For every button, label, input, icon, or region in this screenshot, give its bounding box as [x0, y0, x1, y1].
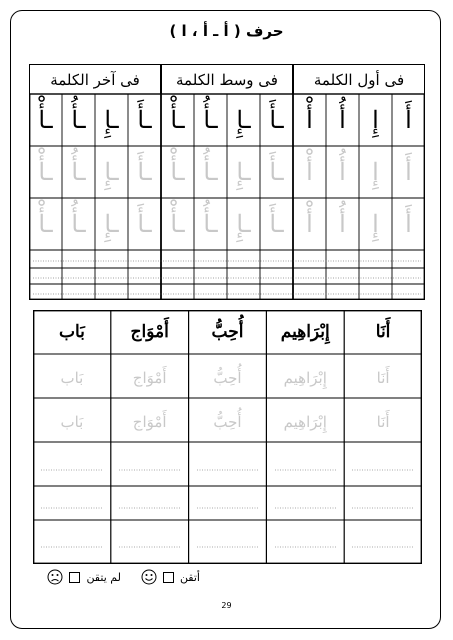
header-end: فى آخر الكلمة [29, 64, 161, 94]
happy-face-icon [141, 569, 157, 585]
rating-not-good-label: لم يتقن [86, 570, 121, 584]
sad-face-icon [47, 569, 63, 585]
letter-trace: ـأْ [38, 158, 53, 186]
letter-trace: ـأَ [137, 158, 152, 186]
letter-trace: ـأَ [269, 158, 284, 186]
word-trace: أَنَا [376, 413, 390, 431]
letter-model: أْ [306, 106, 313, 134]
word-model: أَمْوَاج [130, 322, 169, 342]
word-trace: أَمْوَاج [132, 413, 167, 431]
word-trace: بَاب [60, 413, 84, 431]
letter-model: ـإِ [236, 106, 251, 134]
letter-trace: أْ [306, 158, 313, 186]
word-trace: أُحِبُّ [213, 413, 242, 431]
header-middle: فى وسط الكلمة [161, 64, 293, 94]
word-model: بَاب [58, 322, 85, 342]
rating-good-checkbox[interactable] [163, 572, 174, 583]
letter-model: ـأُ [71, 106, 86, 134]
rating-not-good-checkbox[interactable] [69, 572, 80, 583]
letter-trace: ـأُ [203, 158, 218, 186]
letter-trace: ـأْ [170, 158, 185, 186]
header-beginning: فى أول الكلمة [293, 64, 425, 94]
word-grid-lines [33, 310, 422, 564]
word-model: أُحِبُّ [211, 322, 244, 342]
letter-model: ـأْ [170, 106, 185, 134]
letter-model: أَ [405, 106, 412, 134]
letter-trace: أَ [405, 158, 412, 186]
letter-model: ـأَ [137, 106, 152, 134]
letter-trace: ـأُ [203, 210, 218, 238]
word-model: أَنَا [375, 322, 391, 342]
word-practice-table [33, 310, 422, 564]
letter-grid-lines [29, 64, 425, 300]
letter-trace: ـأْ [38, 210, 53, 238]
letter-trace: إِ [372, 210, 379, 238]
word-trace: أَنَا [376, 369, 390, 387]
word-trace: بَاب [60, 369, 84, 387]
letter-model: ـإِ [104, 106, 119, 134]
letter-position-table [29, 64, 425, 300]
page-title: حرف ( أ ـ أ ، ا ) [169, 22, 284, 40]
letter-trace: أَ [405, 210, 412, 238]
letter-trace: ـأْ [170, 210, 185, 238]
word-trace: أُحِبُّ [213, 369, 242, 387]
letter-trace: ـأُ [71, 158, 86, 186]
letter-model: ـأْ [38, 106, 53, 134]
letter-trace: أُ [339, 158, 346, 186]
letter-trace: ـإِ [104, 210, 119, 238]
letter-trace: أُ [339, 210, 346, 238]
letter-trace: ـإِ [236, 210, 251, 238]
letter-model: أُ [339, 106, 346, 134]
letter-trace: إِ [372, 158, 379, 186]
letter-model: إِ [372, 106, 379, 134]
page-number: 29 [221, 601, 232, 610]
letter-trace: أْ [306, 210, 313, 238]
letter-trace: ـإِ [104, 158, 119, 186]
letter-model: ـأُ [203, 106, 218, 134]
letter-trace: ـأُ [71, 210, 86, 238]
letter-trace: ـأَ [269, 210, 284, 238]
self-assessment [40, 566, 200, 588]
word-model: إِبْرَاهِيم [280, 322, 330, 342]
word-trace: إِبْرَاهِيم [283, 369, 327, 387]
word-trace: إِبْرَاهِيم [283, 413, 327, 431]
letter-trace: ـأَ [137, 210, 152, 238]
rating-good-label: أتقن [179, 570, 200, 584]
letter-model: ـأَ [269, 106, 284, 134]
letter-trace: ـإِ [236, 158, 251, 186]
word-trace: أَمْوَاج [132, 369, 167, 387]
